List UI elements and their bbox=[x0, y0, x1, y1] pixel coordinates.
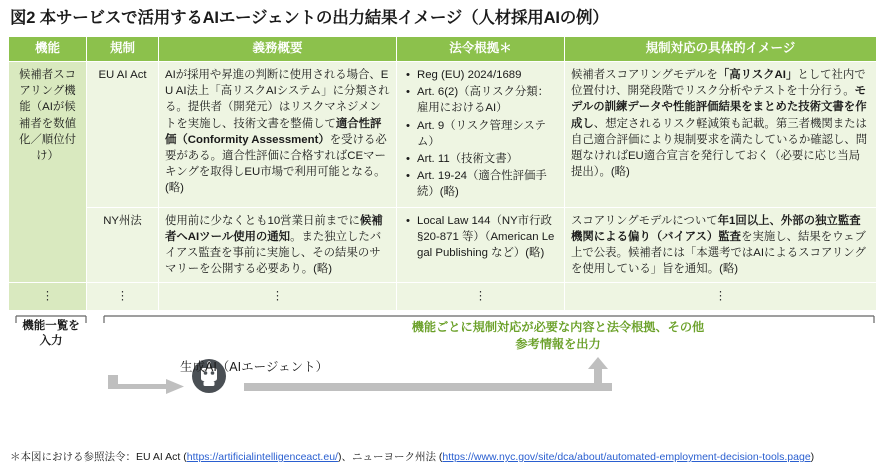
footnote-link-eu[interactable]: https://artificialintelligenceact.eu/ bbox=[186, 451, 338, 463]
col-header-basis: 法令根拠＊ bbox=[397, 37, 565, 62]
footnote-middle: )、ニューヨーク州法 ( bbox=[337, 451, 443, 463]
legal-basis-item: • Local Law 144（NY市行政§20-871 等）（American Legal Publishing など）(略) bbox=[415, 213, 558, 262]
cell-feature: 候補者スコアリング機能（AIが候補者を数値化／順位付け） bbox=[9, 62, 87, 283]
body-text: を受ける必要がある。適合性評価に合格すればCEマーキングを取得しEU市場で利用可能となる。(略) bbox=[165, 133, 387, 195]
page-title: 図2 本サービスで活用するAIエージェントの出力結果イメージ（人材採用AIの例） bbox=[10, 9, 609, 27]
table-header-row bbox=[9, 37, 877, 62]
ellipsis-cell: ⋮ bbox=[87, 283, 159, 310]
cell-duty bbox=[159, 207, 397, 283]
body-text: スコアリングモデルについて bbox=[571, 214, 718, 227]
col-header-duty: 義務概要 bbox=[159, 37, 397, 62]
cell-regulation: EU AI Act bbox=[87, 62, 159, 208]
emphasis-text: 「高リスクAI」 bbox=[717, 69, 798, 82]
flow-output-label: 機能ごとに規制対応が必要な内容と法令根拠、その他参考情報を出力 bbox=[411, 319, 705, 351]
ellipsis-cell: ⋮ bbox=[397, 283, 565, 310]
col-header-feature: 機能 bbox=[9, 37, 87, 62]
flow-diagram bbox=[8, 313, 876, 405]
body-text: を実施し、結果をウェブ上で公表。候補者には「本選考ではAIによるスコアリングを使用している」旨を通知。(略) bbox=[571, 230, 866, 276]
body-text: 。また独立したバイアス監査を事前に実施し、その結果のサマリーを公開する必要あり。(略) bbox=[165, 230, 382, 276]
col-header-image: 規制対応の具体的イメージ bbox=[565, 37, 877, 62]
body-text: 候補者スコアリングモデルを bbox=[571, 69, 718, 82]
footnote bbox=[10, 449, 814, 464]
legal-basis-item: • Art. 11（技術文書） bbox=[415, 151, 558, 167]
regulation-table bbox=[8, 36, 877, 310]
cell-regulation: NY州法 bbox=[87, 207, 159, 283]
table-row bbox=[9, 207, 877, 283]
legal-basis-item: • Art. 9（リスク管理システム） bbox=[415, 118, 558, 150]
table-row bbox=[9, 62, 877, 208]
legal-basis-item: • Reg (EU) 2024/1689 bbox=[415, 67, 558, 83]
cell-basis bbox=[397, 207, 565, 283]
emphasis-text: 年1回以上、外部の独立監査機関による偏り（バイアス）監査 bbox=[571, 214, 861, 243]
emphasis-text: 候補者へAIツール使用の通知 bbox=[165, 214, 383, 243]
cell-image bbox=[565, 207, 877, 283]
cell-image bbox=[565, 62, 877, 208]
footnote-prefix: ＊本図における参照法令：EU AI Act ( bbox=[10, 451, 187, 463]
generative-ai-label: 生成AI（AIエージェント） bbox=[180, 359, 329, 374]
col-header-regulation: 規制 bbox=[87, 37, 159, 62]
ellipsis-cell: ⋮ bbox=[159, 283, 397, 310]
table-row-ellipsis bbox=[9, 283, 877, 310]
body-text: 、想定されるリスク軽減策も記載。第三者機関または自己適合評価により規制要求を満たしているか確認し、問題なければEU適合宣言を発行しておく（必要に応じ当局提出）。(略) bbox=[571, 117, 868, 179]
body-text: として社内で位置付け、開発段階でリスク分析やテストを十分行う。 bbox=[571, 69, 866, 98]
body-text: AIが採用や昇進の判断に使用される場合、EU AI法上「高リスクAIシステム」に分類される。提供者（開発元）はリスクマネジメントを実施し、技術文書を整備して bbox=[165, 69, 390, 130]
legal-basis-item: • Art. 6(2)（高リスク分類：雇用におけるAI） bbox=[415, 84, 558, 116]
legal-basis-item: • Art. 19-24（適合性評価手続）(略) bbox=[415, 168, 558, 200]
flow-input-label: 機能一覧を入力 bbox=[22, 319, 80, 348]
ellipsis-cell: ⋮ bbox=[565, 283, 877, 310]
footnote-suffix: ) bbox=[810, 451, 815, 463]
cell-duty bbox=[159, 62, 397, 208]
footnote-link-ny[interactable]: https://www.nyc.gov/site/dca/about/automated-employment-decision-tools.page bbox=[442, 451, 811, 463]
body-text: 使用前に少なくとも10営業日前までに bbox=[165, 214, 360, 227]
emphasis-text: モデルの訓練データや性能評価結果をまとめた技術文書を作成し bbox=[571, 85, 867, 130]
cell-basis bbox=[397, 62, 565, 208]
ellipsis-cell: ⋮ bbox=[9, 283, 87, 310]
emphasis-text: 適合性評価（Conformity Assessment） bbox=[165, 117, 382, 146]
